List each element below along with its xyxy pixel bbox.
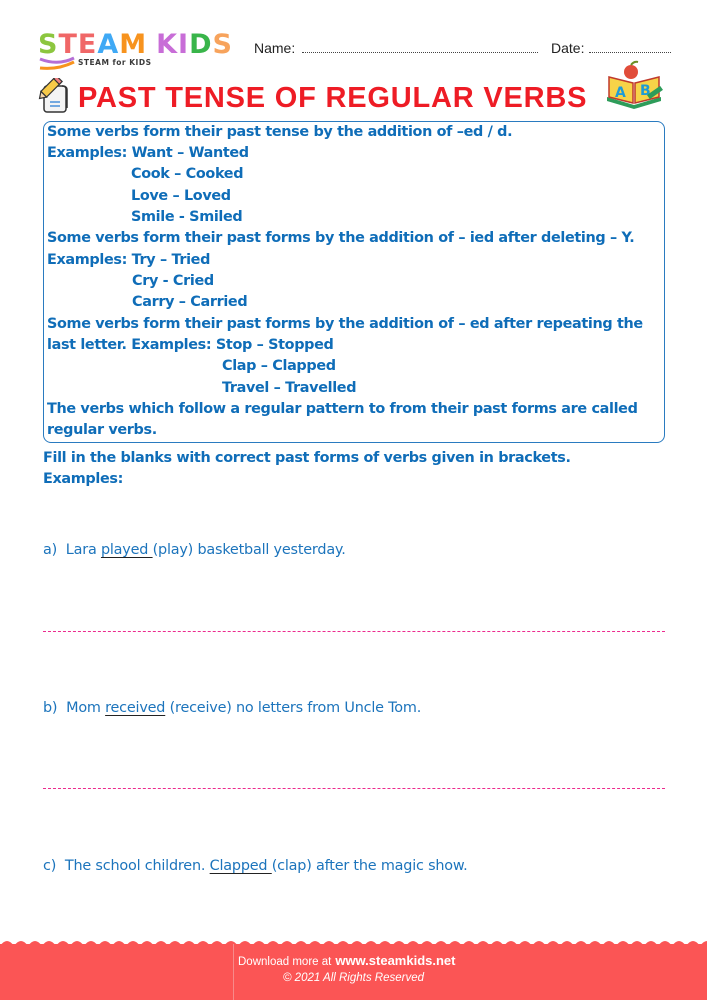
rule-line: Examples: Try – Tried: [47, 252, 211, 268]
answer-line[interactable]: [43, 631, 665, 632]
logo-tagline: STEAM for KIDS: [78, 58, 152, 67]
examples-label: Examples:: [43, 471, 123, 487]
rule-line: Some verbs form their past tense by the addition of –ed / d.: [47, 124, 513, 140]
rule-line: Some verbs form their past forms by the addition of – ied after deleting – Y.: [47, 230, 635, 246]
footer-download: [238, 953, 456, 968]
exercise-instruction: Fill in the blanks with correct past forms of verbs given in brackets.: [43, 450, 571, 466]
question-label: a): [43, 542, 58, 558]
logo-letter: T: [58, 29, 78, 60]
logo-letter: M: [119, 29, 148, 60]
footer: [0, 944, 707, 1000]
name-label: Name:: [254, 40, 296, 56]
question-b: [43, 700, 421, 716]
logo-letter: S: [212, 29, 233, 60]
svg-text:B: B: [640, 83, 651, 99]
question-text-after: (receive) no letters from Uncle Tom.: [165, 700, 422, 716]
pencil-paper-icon: [36, 78, 72, 114]
answer-blank[interactable]: Clapped: [209, 858, 272, 874]
svg-text:A: A: [615, 85, 626, 101]
steam-kids-logo: [38, 30, 238, 70]
logo-letter: A: [97, 29, 120, 60]
rule-line: regular verbs.: [47, 422, 157, 438]
rule-line: Love – Loved: [131, 188, 231, 204]
rule-line: Travel – Travelled: [222, 380, 357, 396]
copyright: © 2021 All Rights Reserved: [283, 972, 425, 984]
date-input-line[interactable]: [589, 52, 671, 53]
logo-letter: E: [77, 29, 98, 60]
logo-swoosh-icon: [38, 56, 78, 72]
answer-blank[interactable]: played: [100, 542, 153, 558]
question-label: b): [43, 700, 58, 716]
question-c: [43, 858, 468, 874]
page-title: PAST TENSE OF REGULAR VERBS: [78, 82, 588, 114]
rule-line: Examples: Want – Wanted: [47, 145, 249, 161]
download-text: Download more at: [238, 956, 332, 968]
question-a: [43, 542, 346, 558]
rule-line: Smile - Smiled: [131, 209, 243, 225]
rule-line: The verbs which follow a regular pattern to from their past forms are called: [47, 401, 638, 417]
rule-line: Cry - Cried: [132, 273, 214, 289]
question-text-after: (clap) after the magic show.: [271, 858, 468, 874]
site-link[interactable]: www.steamkids.net: [335, 953, 456, 968]
question-text-after: (play) basketball yesterday.: [152, 542, 346, 558]
rule-line: Cook – Cooked: [131, 166, 244, 182]
rule-line: Clap – Clapped: [222, 358, 336, 374]
logo-letter: D: [189, 29, 213, 60]
question-text-before: Lara: [65, 542, 101, 558]
answer-line[interactable]: [43, 788, 665, 789]
rule-line: last letter. Examples: Stop – Stopped: [47, 337, 334, 353]
logo-letter: I: [178, 29, 190, 60]
date-label: Date:: [551, 40, 585, 56]
scallop-border: [0, 938, 707, 946]
question-text-before: The school children.: [64, 858, 210, 874]
footer-divider: [233, 944, 234, 1000]
rule-line: Some verbs form their past forms by the addition of – ed after repeating the: [47, 316, 643, 332]
abc-book-icon: [603, 59, 665, 111]
logo-letter: S: [38, 29, 59, 60]
answer-blank[interactable]: received: [105, 700, 166, 716]
question-text-before: Mom: [66, 700, 106, 716]
rule-line: Carry – Carried: [132, 294, 248, 310]
name-input-line[interactable]: [302, 52, 538, 53]
question-label: c): [43, 858, 57, 874]
logo-letter: K: [156, 29, 179, 60]
